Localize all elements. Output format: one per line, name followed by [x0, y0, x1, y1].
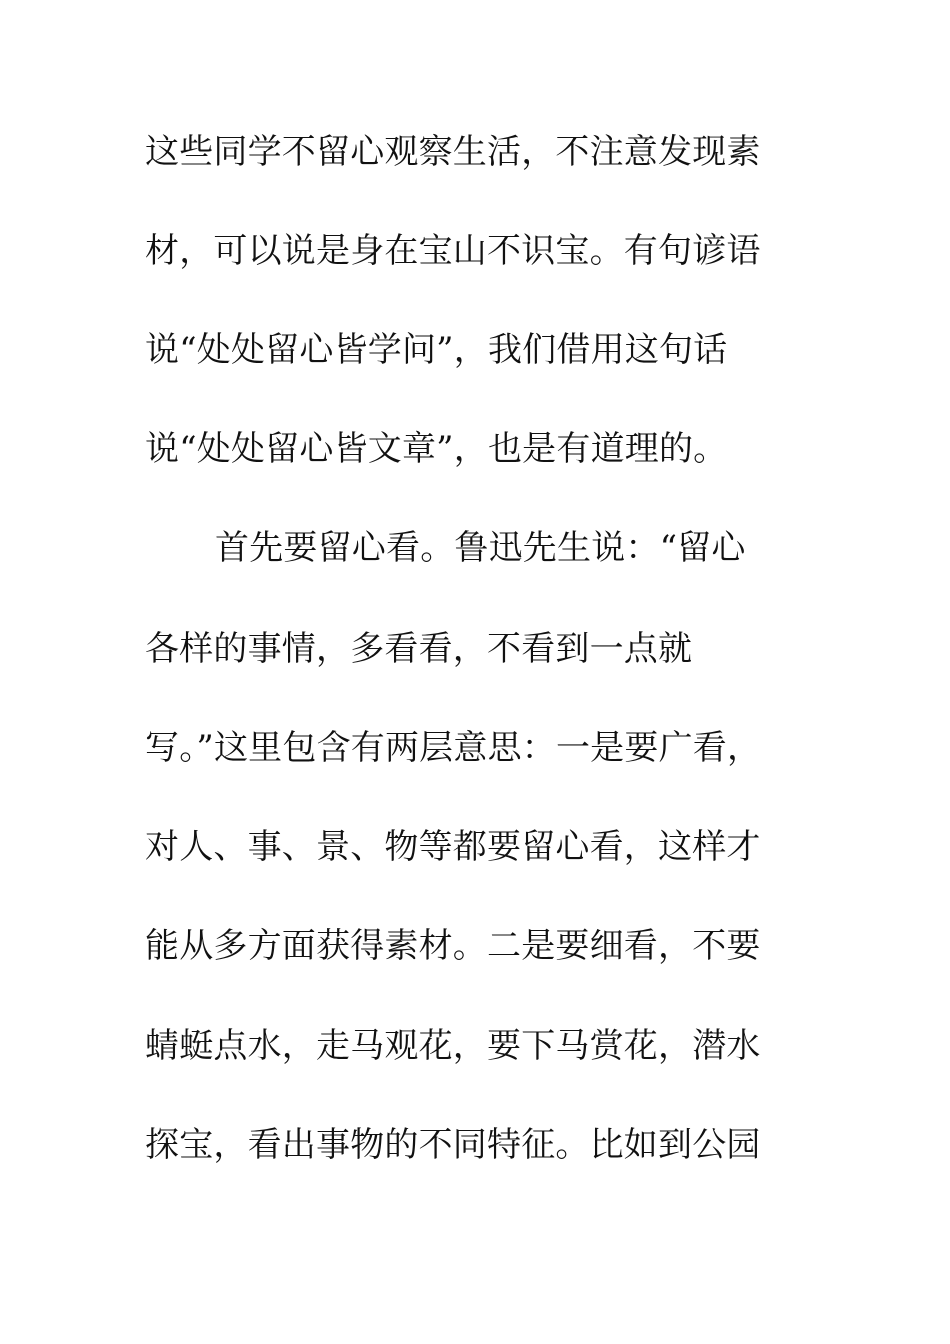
text-line: 蜻蜓点水，走马观花，要下马赏花，潜水: [145, 1026, 761, 1066]
text-line: 材，可以说是身在宝山不识宝。有句谚语: [145, 231, 761, 271]
paragraph-first-line: 首先要留心看。鲁迅先生说：“留心: [215, 528, 746, 568]
text-line: 说“处处留心皆文章”，也是有道理的。: [145, 429, 728, 469]
text-line: 探宝，看出事物的不同特征。比如到公园: [145, 1125, 761, 1165]
text-line: 能从多方面获得素材。二是要细看，不要: [145, 926, 761, 966]
text-line: 说“处处留心皆学问”，我们借用这句话: [145, 330, 728, 370]
text-line: 对人、事、景、物等都要留心看，这样才: [145, 827, 761, 867]
text-line: 这些同学不留心观察生活，不注意发现素: [145, 132, 761, 172]
text-line: 各样的事情，多看看，不看到一点就: [145, 629, 693, 669]
text-line: 写。”这里包含有两层意思：一是要广看，: [145, 728, 762, 768]
